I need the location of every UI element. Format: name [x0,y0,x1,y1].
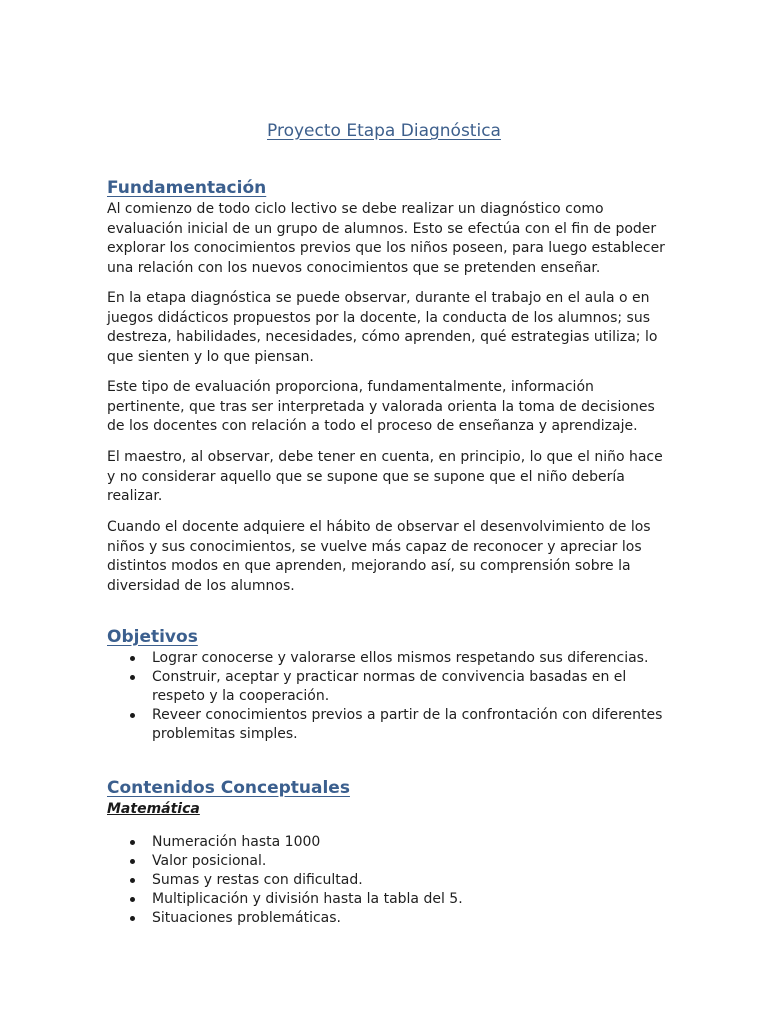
subheading-matematica: Matemática [107,801,200,817]
list-item [152,890,667,909]
section-fundamentacion-p2 [107,289,667,367]
list-item-text: Lograr conocerse y valorarse ellos mismos respetando sus diferencias. [152,650,649,666]
contenidos-list [107,833,667,928]
list-item [152,871,667,890]
section-heading-objetivos: Objetivos [107,627,198,647]
bullet-icon [130,859,135,864]
list-item [152,649,667,668]
list-item-text: Construir, aceptar y practicar normas de convivencia basadas en el respeto y la cooperación. [152,669,627,704]
bullet-icon [130,656,135,661]
list-item [152,668,667,706]
objetivos-list [107,649,667,744]
section-heading-fundamentacion: Fundamentación [107,178,267,198]
list-item [152,909,667,928]
paragraph: Este tipo de evaluación proporciona, fundamentalmente, información pertinente, que tras ser interpretada y valorada orienta la toma de decisiones de los docentes con relación a todo el proceso de enseñanza y aprendizaje. [107,379,655,434]
list-item-text: Valor posicional. [152,853,267,869]
section-contenidos [107,777,667,928]
paragraph: Al comienzo de todo ciclo lectivo se debe realizar un diagnóstico como evaluación inicial de un grupo de alumnos. Esto se efectúa con el fin de poder explorar los conocimientos previos que los niños poseen, para luego establecer una relación con los nuevos conocimientos que se pretenden enseñar. [107,201,665,276]
bullet-icon [130,675,135,680]
list-item [152,706,667,744]
bullet-icon [130,840,135,845]
section-objetivos [107,626,667,744]
paragraph: Cuando el docente adquiere el hábito de observar el desenvolvimiento de los niños y sus conocimientos, se vuelve más capaz de reconocer y apreciar los distintos modos en que aprenden, mejorando así, su comprensión sobre la diversidad de los alumnos. [107,519,651,594]
bullet-icon [130,713,135,718]
list-item-text: Reveer conocimientos previos a partir de la confrontación con diferentes problemitas simples. [152,707,663,742]
list-item-text: Sumas y restas con dificultad. [152,872,363,888]
paragraph: El maestro, al observar, debe tener en cuenta, en principio, lo que el niño hace y no considerar aquello que se supone que se supone que el niño debería realizar. [107,449,663,504]
section-fundamentacion-p4 [107,448,667,507]
bullet-icon [130,916,135,921]
section-fundamentacion [107,177,667,278]
bullet-icon [130,878,135,883]
list-item [152,852,667,871]
list-item-text: Situaciones problemáticas. [152,910,342,926]
list-item-text: Multiplicación y división hasta la tabla del 5. [152,891,463,907]
section-fundamentacion-p5 [107,518,667,596]
document-title: Proyecto Etapa Diagnóstica [267,121,501,141]
paragraph: En la etapa diagnóstica se puede observar, durante el trabajo en el aula o en juegos didácticos propuestos por la docente, la conducta de los alumnos; sus destreza, habilidades, necesidades, cómo aprenden, qué estrategias utiliza; lo que sienten y lo que piensan. [107,290,658,365]
list-item-text: Numeración hasta 1000 [152,834,321,850]
section-heading-contenidos: Contenidos Conceptuales [107,778,350,798]
list-item [152,833,667,852]
section-fundamentacion-p3 [107,378,667,437]
bullet-icon [130,897,135,902]
